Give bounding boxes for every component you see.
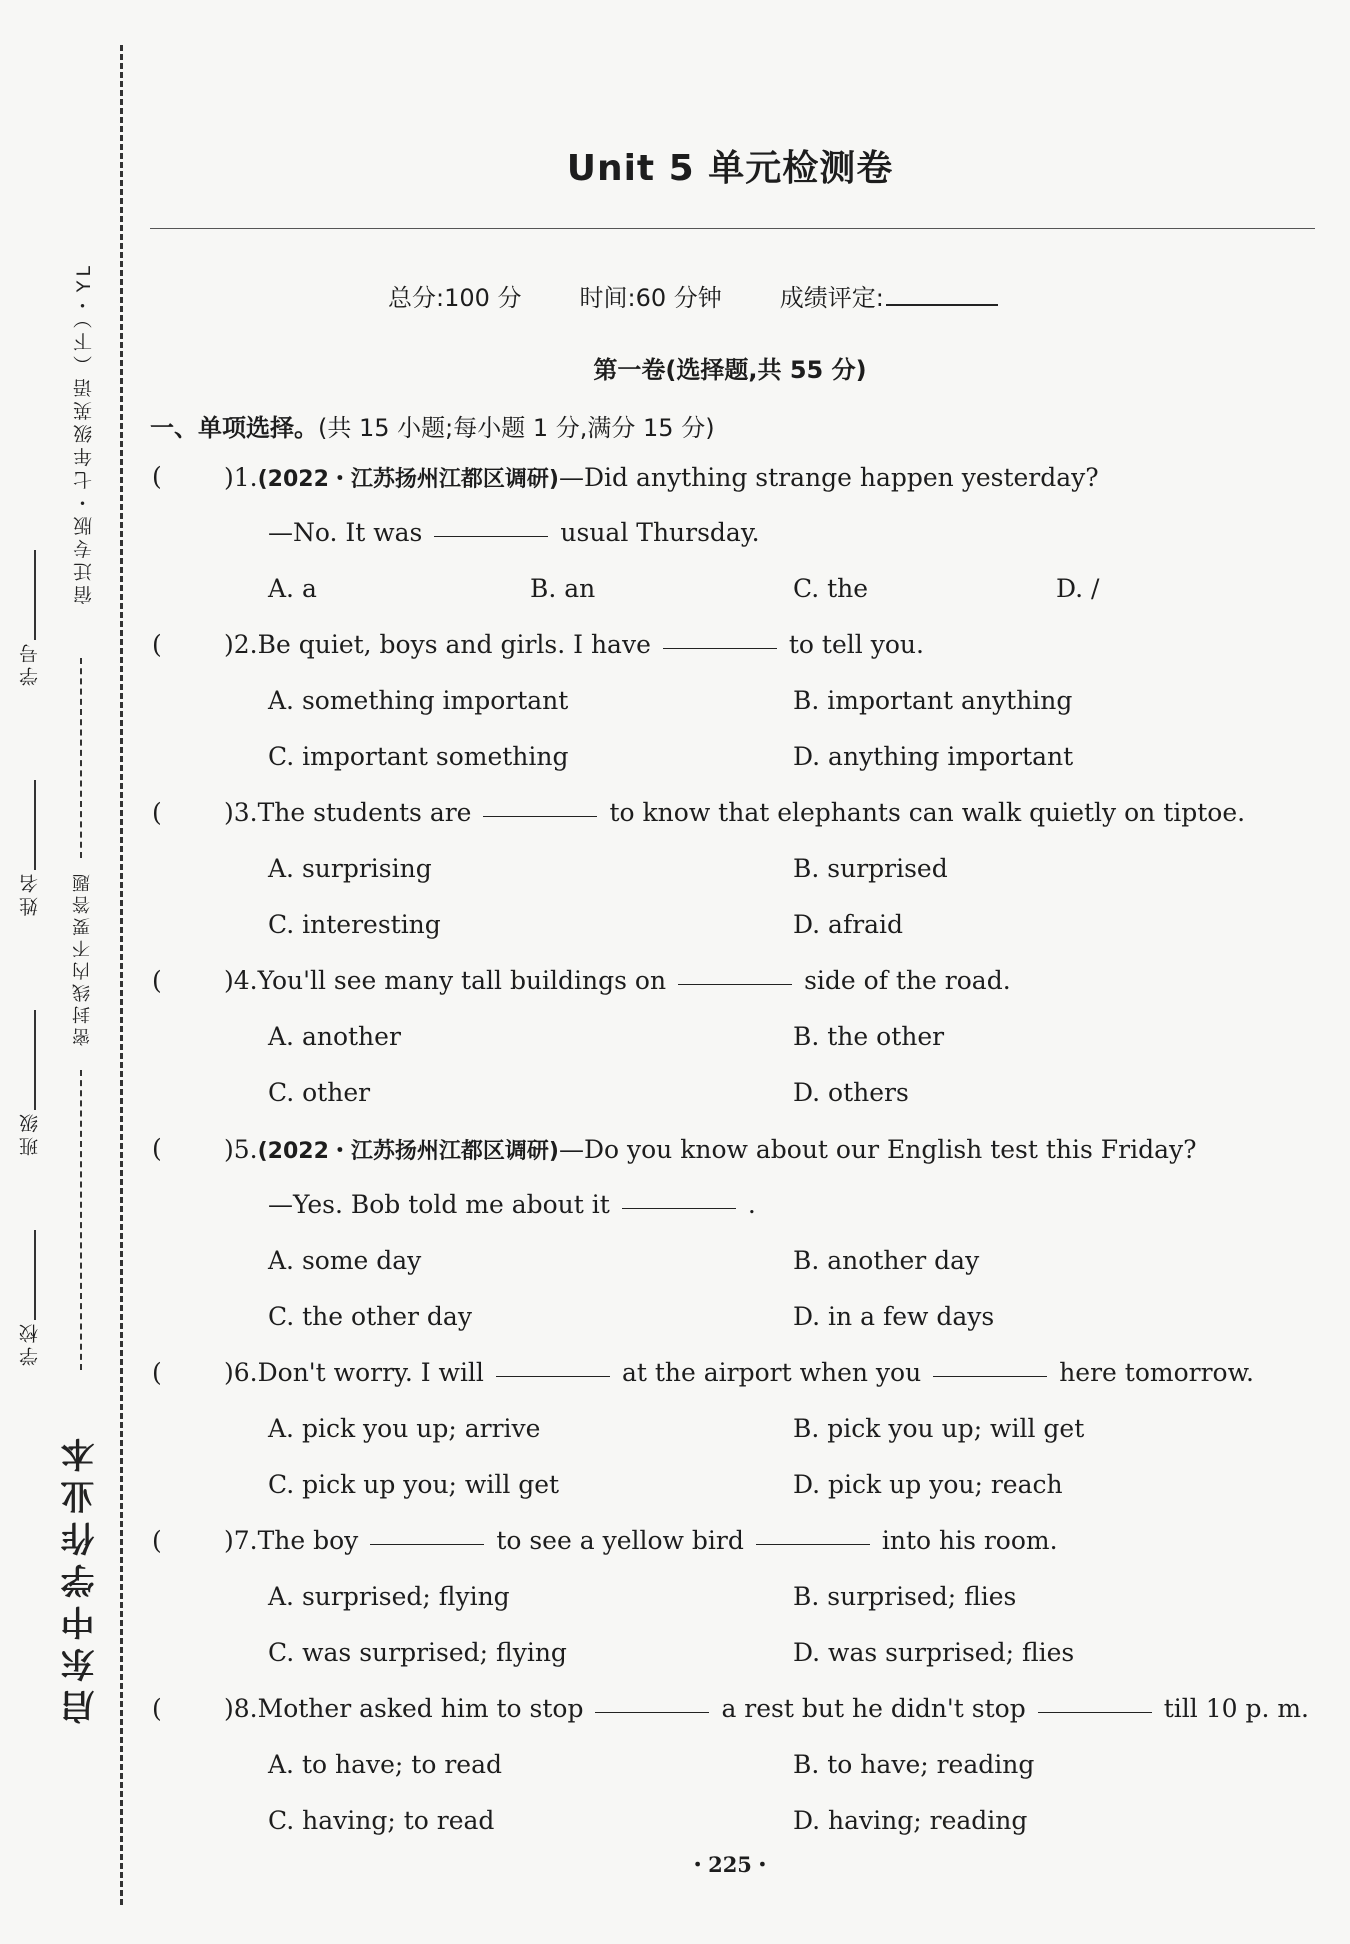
answer-paren[interactable]: ( <box>152 1134 162 1163</box>
question-7: )7.The boy to see a yellow bird into his room. <box>224 1526 1058 1555</box>
answer-blank[interactable] <box>678 984 792 985</box>
option-b: B. an <box>530 574 596 603</box>
answer-blank[interactable] <box>370 1544 484 1545</box>
answer-blank[interactable] <box>756 1544 870 1545</box>
name-field[interactable]: 姓名 <box>16 780 56 916</box>
answer-blank[interactable] <box>622 1208 736 1209</box>
answer-paren[interactable]: ( <box>152 462 162 491</box>
page-number: ・225・ <box>687 1852 773 1877</box>
question-5: )5.(2022・江苏扬州江都区调研)—Do you know about our English test this Friday? <box>224 1135 1197 1164</box>
answer-blank[interactable] <box>933 1376 1047 1377</box>
binding-dashed-line <box>120 45 123 1905</box>
option-d: D. in a few days <box>793 1302 995 1331</box>
seal-dashes-lower <box>80 1070 82 1370</box>
option-d: D. having; reading <box>793 1806 1028 1835</box>
question-6: )6.Don't worry. I will at the airport when you here tomorrow. <box>224 1358 1254 1387</box>
option-c: C. pick up you; will get <box>268 1470 560 1499</box>
option-a: A. something important <box>268 686 569 715</box>
option-b: B. surprised <box>793 854 948 883</box>
answer-paren[interactable]: ( <box>152 1526 162 1555</box>
part-heading: 一、单项选择。(共 15 小题;每小题 1 分,满分 15 分) <box>150 414 715 442</box>
seal-dashes-upper <box>80 658 82 858</box>
answer-paren[interactable]: ( <box>152 966 162 995</box>
answer-blank[interactable] <box>1038 1712 1152 1713</box>
answer-blank[interactable] <box>496 1376 610 1377</box>
school-field[interactable]: 学校 <box>16 1230 56 1366</box>
question-8: )8.Mother asked him to stop a rest but he didn't stop till 10 p. m. <box>224 1694 1310 1723</box>
option-b: B. to have; reading <box>793 1750 1035 1779</box>
time-limit: 时间:60 分钟 <box>579 284 722 312</box>
option-d: D. afraid <box>793 910 904 939</box>
option-a: A. another <box>268 1022 401 1051</box>
option-b: B. surprised; flies <box>793 1582 1017 1611</box>
answer-blank[interactable] <box>663 648 777 649</box>
option-a: A. surprised; flying <box>268 1582 510 1611</box>
question-3: )3.The students are to know that elephants can walk quietly on tiptoe. <box>224 798 1246 827</box>
answer-paren[interactable]: ( <box>152 1694 162 1723</box>
total-score: 总分:100 分 <box>388 284 522 312</box>
question-1-reply: —No. It was usual Thursday. <box>268 518 760 547</box>
question-4: )4.You'll see many tall buildings on side of the road. <box>224 966 1011 995</box>
option-b: B. important anything <box>793 686 1073 715</box>
option-c: C. interesting <box>268 910 441 939</box>
option-a: A. a <box>268 574 317 603</box>
exam-meta <box>388 278 998 313</box>
option-d: D. pick up you; reach <box>793 1470 1063 1499</box>
option-c: C. other <box>268 1078 371 1107</box>
grade-blank[interactable] <box>886 304 998 306</box>
student-id-field[interactable]: 学号 <box>16 550 56 686</box>
title-rule <box>150 228 1315 229</box>
option-a: A. surprising <box>268 854 432 883</box>
question-5-reply: —Yes. Bob told me about it . <box>268 1190 756 1219</box>
question-2: )2.Be quiet, boys and girls. I have to tell you. <box>224 630 924 659</box>
seal-warning: 密封线内不要答题 <box>72 870 93 1046</box>
answer-paren[interactable]: ( <box>152 1358 162 1387</box>
option-a: A. some day <box>268 1246 422 1275</box>
option-c: C. was surprised; flying <box>268 1638 567 1667</box>
option-a: A. pick you up; arrive <box>268 1414 541 1443</box>
answer-blank[interactable] <box>595 1712 709 1713</box>
grade-field[interactable]: 成绩评定: <box>780 278 998 313</box>
question-1: )1.(2022・江苏扬州江都区调研)—Did anything strange happen yesterday? <box>224 463 1099 492</box>
option-d: D. was surprised; flies <box>793 1638 1075 1667</box>
option-c: C. the other day <box>268 1302 472 1331</box>
answer-blank[interactable] <box>434 536 548 537</box>
option-c: C. the <box>793 574 869 603</box>
option-c: C. important something <box>268 742 569 771</box>
option-b: B. the other <box>793 1022 945 1051</box>
answer-blank[interactable] <box>483 816 597 817</box>
option-a: A. to have; to read <box>268 1750 502 1779</box>
answer-paren[interactable]: ( <box>152 798 162 827</box>
option-d: D. anything important <box>793 742 1074 771</box>
section-title: 第一卷(选择题,共 55 分) <box>593 356 867 384</box>
series-label: 宿迁专版・七年级英语（下）・YL <box>73 262 95 605</box>
answer-paren[interactable]: ( <box>152 630 162 659</box>
option-d: D. others <box>793 1078 909 1107</box>
option-c: C. having; to read <box>268 1806 495 1835</box>
page-title: Unit 5 单元检测卷 <box>566 148 894 189</box>
option-b: B. pick you up; will get <box>793 1414 1085 1443</box>
brand-label: 启东中学作业本 <box>61 1430 101 1724</box>
class-field[interactable]: 班级 <box>16 1010 56 1156</box>
option-b: B. another day <box>793 1246 980 1275</box>
option-d: D. / <box>1056 574 1100 603</box>
